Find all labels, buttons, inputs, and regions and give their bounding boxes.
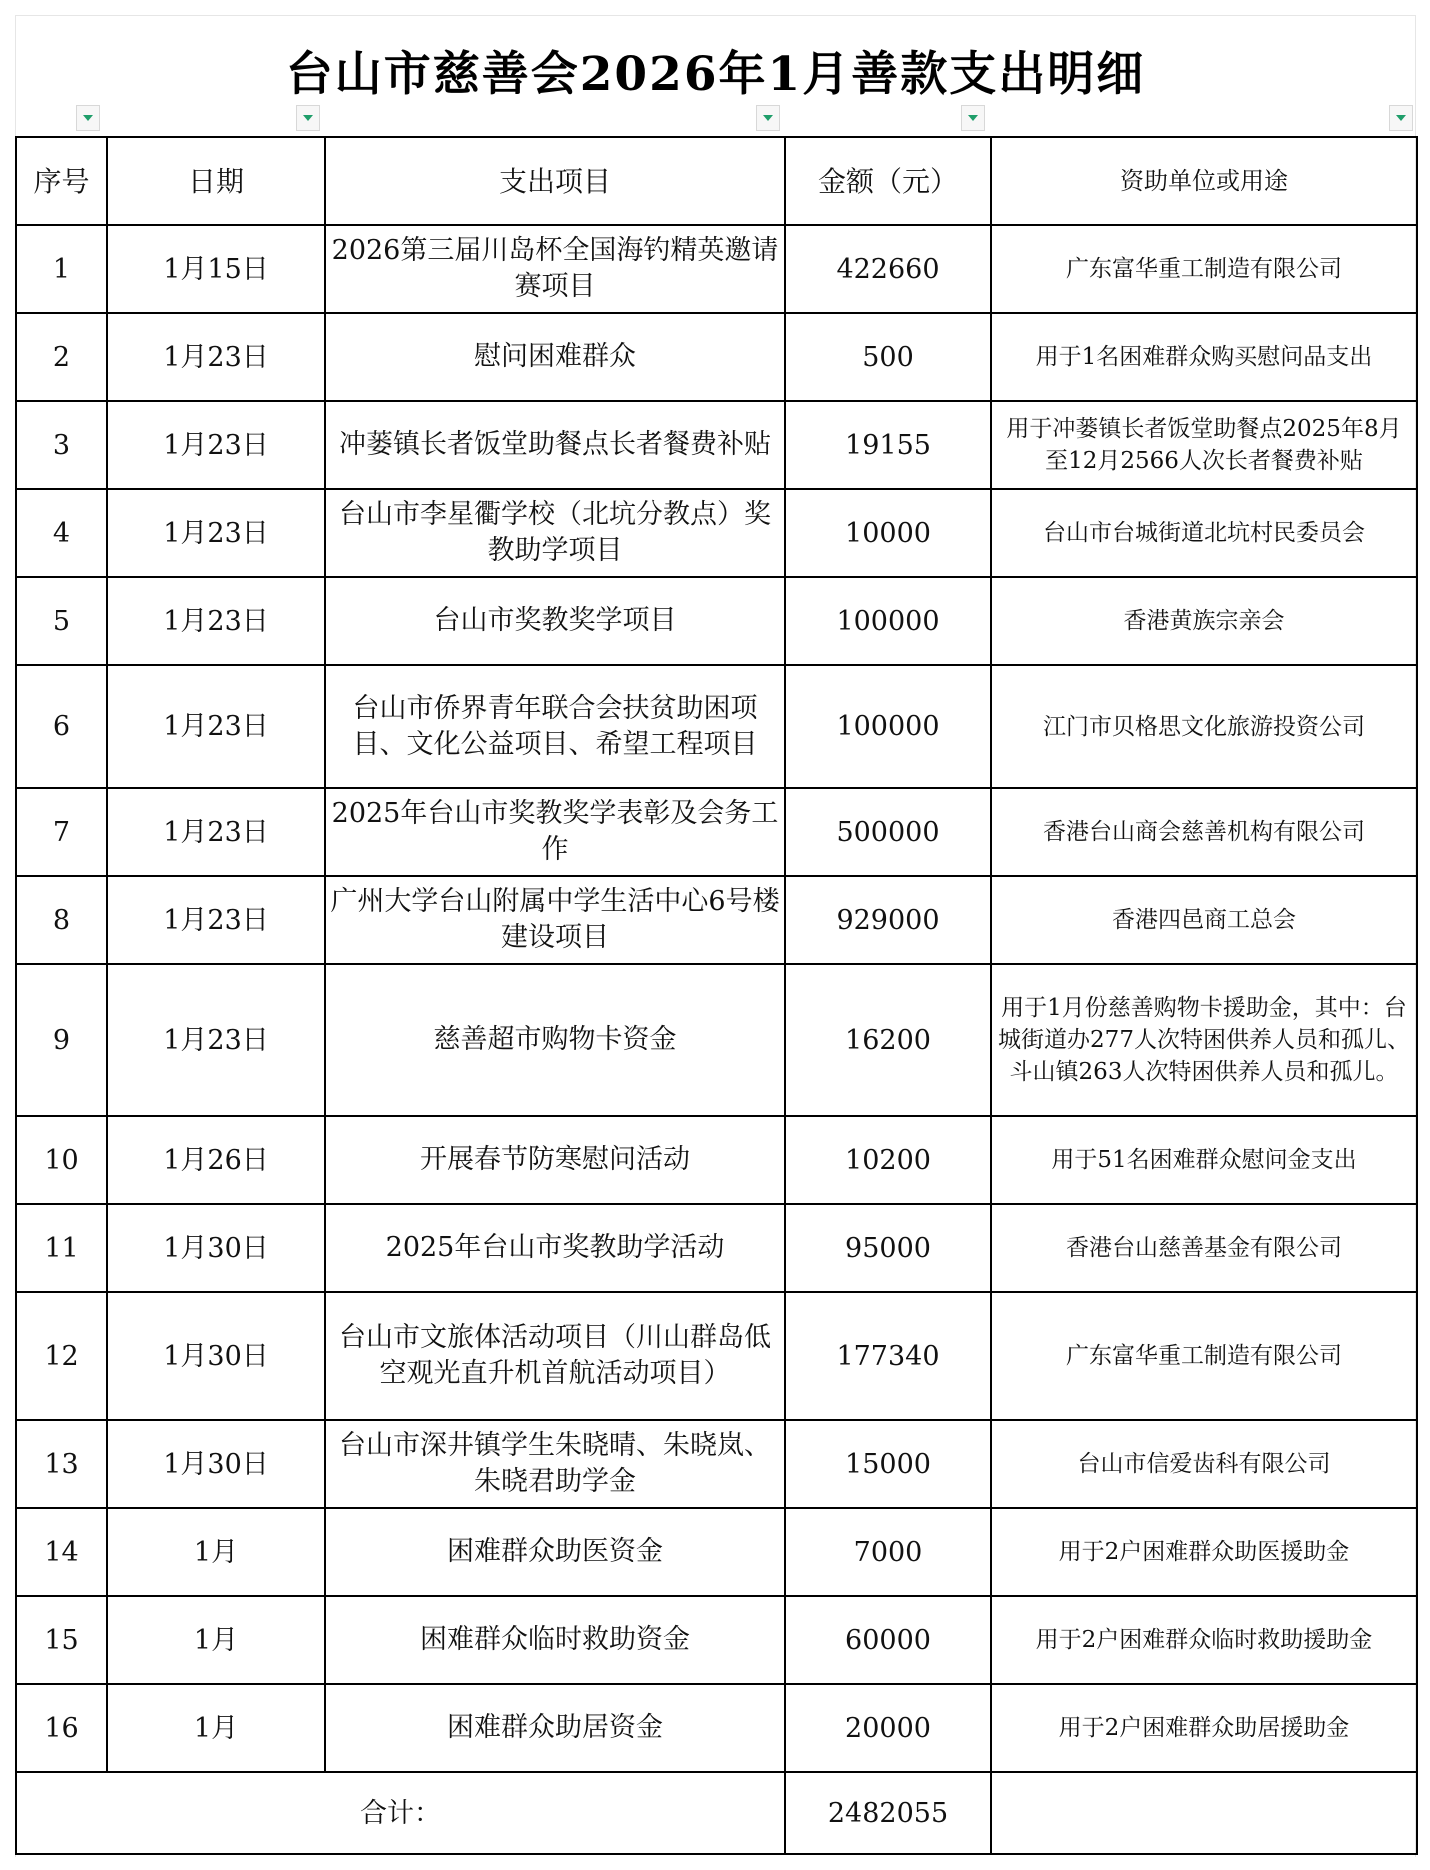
table-row <box>16 577 1417 665</box>
table-row <box>16 665 1417 788</box>
cell-amount[interactable]: 100000 <box>785 577 991 665</box>
table-row <box>16 1204 1417 1292</box>
cell-item[interactable]: 开展春节防寒慰问活动 <box>325 1116 785 1204</box>
cell-amount[interactable]: 20000 <box>785 1684 991 1772</box>
cell-purpose[interactable]: 台山市台城街道北坑村民委员会 <box>991 489 1417 577</box>
filter-button-purpose[interactable] <box>1389 105 1413 131</box>
cell-purpose[interactable]: 广东富华重工制造有限公司 <box>991 1292 1417 1420</box>
cell-date[interactable]: 1月 <box>107 1508 325 1596</box>
cell-item[interactable]: 2026第三届川岛杯全国海钓精英邀请赛项目 <box>325 225 785 313</box>
cell-amount[interactable]: 500 <box>785 313 991 401</box>
cell-item[interactable]: 台山市侨界青年联合会扶贫助困项目、文化公益项目、希望工程项目 <box>325 665 785 788</box>
cell-item[interactable]: 台山市李星衢学校（北坑分教点）奖教助学项目 <box>325 489 785 577</box>
cell-date[interactable]: 1月26日 <box>107 1116 325 1204</box>
filter-dropdown-icon <box>763 115 773 121</box>
cell-date[interactable]: 1月30日 <box>107 1204 325 1292</box>
cell-item[interactable]: 2025年台山市奖教助学活动 <box>325 1204 785 1292</box>
cell-no[interactable]: 13 <box>16 1420 107 1508</box>
cell-amount[interactable]: 422660 <box>785 225 991 313</box>
cell-amount[interactable]: 177340 <box>785 1292 991 1420</box>
cell-item[interactable]: 台山市奖教奖学项目 <box>325 577 785 665</box>
cell-date[interactable]: 1月23日 <box>107 313 325 401</box>
cell-no[interactable]: 2 <box>16 313 107 401</box>
cell-item[interactable]: 慈善超市购物卡资金 <box>325 964 785 1116</box>
cell-amount[interactable]: 19155 <box>785 401 991 489</box>
cell-purpose[interactable]: 用于51名困难群众慰问金支出 <box>991 1116 1417 1204</box>
cell-date[interactable]: 1月30日 <box>107 1292 325 1420</box>
cell-item[interactable]: 困难群众助医资金 <box>325 1508 785 1596</box>
cell-date[interactable]: 1月23日 <box>107 577 325 665</box>
cell-no[interactable]: 7 <box>16 788 107 876</box>
cell-no[interactable]: 1 <box>16 225 107 313</box>
filter-button-amount[interactable] <box>961 105 985 131</box>
cell-amount[interactable]: 10000 <box>785 489 991 577</box>
cell-date[interactable]: 1月23日 <box>107 489 325 577</box>
cell-item[interactable]: 广州大学台山附属中学生活中心6号楼建设项目 <box>325 876 785 964</box>
table-row <box>16 788 1417 876</box>
cell-item[interactable]: 困难群众临时救助资金 <box>325 1596 785 1684</box>
cell-date[interactable]: 1月23日 <box>107 788 325 876</box>
table-row <box>16 1508 1417 1596</box>
cell-purpose[interactable]: 用于2户困难群众临时救助援助金 <box>991 1596 1417 1684</box>
filter-dropdown-icon <box>1396 115 1406 121</box>
table-header-row <box>16 137 1417 225</box>
cell-no[interactable]: 10 <box>16 1116 107 1204</box>
cell-no[interactable]: 6 <box>16 665 107 788</box>
cell-no[interactable]: 16 <box>16 1684 107 1772</box>
filter-button-no[interactable] <box>76 105 100 131</box>
table-row <box>16 876 1417 964</box>
cell-item[interactable]: 2025年台山市奖教奖学表彰及会务工作 <box>325 788 785 876</box>
filter-dropdown-icon <box>83 115 93 121</box>
total-purpose[interactable] <box>991 1772 1417 1854</box>
cell-no[interactable]: 9 <box>16 964 107 1116</box>
cell-date[interactable]: 1月15日 <box>107 225 325 313</box>
filter-button-item[interactable] <box>756 105 780 131</box>
filter-button-date[interactable] <box>296 105 320 131</box>
cell-amount[interactable]: 95000 <box>785 1204 991 1292</box>
cell-purpose[interactable]: 香港台山商会慈善机构有限公司 <box>991 788 1417 876</box>
cell-purpose[interactable]: 香港四邑商工总会 <box>991 876 1417 964</box>
cell-purpose[interactable]: 用于冲蒌镇长者饭堂助餐点2025年8月至12月2566人次长者餐费补贴 <box>991 401 1417 489</box>
cell-date[interactable]: 1月 <box>107 1684 325 1772</box>
header-no[interactable]: 序号 <box>16 137 107 225</box>
cell-amount[interactable]: 16200 <box>785 964 991 1116</box>
cell-purpose[interactable]: 江门市贝格思文化旅游投资公司 <box>991 665 1417 788</box>
cell-date[interactable]: 1月23日 <box>107 964 325 1116</box>
cell-amount[interactable]: 100000 <box>785 665 991 788</box>
cell-purpose[interactable]: 广东富华重工制造有限公司 <box>991 225 1417 313</box>
header-date[interactable]: 日期 <box>107 137 325 225</box>
cell-item[interactable]: 台山市文旅体活动项目（川山群岛低空观光直升机首航活动项目） <box>325 1292 785 1420</box>
cell-amount[interactable]: 15000 <box>785 1420 991 1508</box>
table-row <box>16 1292 1417 1420</box>
cell-item[interactable]: 台山市深井镇学生朱晓晴、朱晓岚、朱晓君助学金 <box>325 1420 785 1508</box>
table-row <box>16 1596 1417 1684</box>
total-row <box>16 1772 1417 1854</box>
filter-dropdown-icon <box>968 115 978 121</box>
table-row <box>16 401 1417 489</box>
header-item[interactable]: 支出项目 <box>325 137 785 225</box>
cell-no[interactable]: 14 <box>16 1508 107 1596</box>
cell-purpose[interactable]: 香港黄族宗亲会 <box>991 577 1417 665</box>
table-row <box>16 1420 1417 1508</box>
table-row <box>16 489 1417 577</box>
table-row <box>16 964 1417 1116</box>
cell-no[interactable]: 3 <box>16 401 107 489</box>
table-row <box>16 225 1417 313</box>
expenditure-table <box>15 136 1418 1855</box>
cell-amount[interactable]: 500000 <box>785 788 991 876</box>
cell-amount[interactable]: 60000 <box>785 1596 991 1684</box>
cell-purpose[interactable]: 香港台山慈善基金有限公司 <box>991 1204 1417 1292</box>
cell-no[interactable]: 5 <box>16 577 107 665</box>
cell-purpose[interactable]: 台山市信爱齿科有限公司 <box>991 1420 1417 1508</box>
total-label[interactable]: 合计： <box>16 1772 785 1854</box>
cell-no[interactable]: 15 <box>16 1596 107 1684</box>
table-row <box>16 313 1417 401</box>
cell-no[interactable]: 12 <box>16 1292 107 1420</box>
cell-date[interactable]: 1月23日 <box>107 665 325 788</box>
cell-no[interactable]: 8 <box>16 876 107 964</box>
cell-no[interactable]: 11 <box>16 1204 107 1292</box>
filter-dropdown-icon <box>303 115 313 121</box>
cell-purpose[interactable]: 用于2户困难群众助居援助金 <box>991 1684 1417 1772</box>
header-purpose[interactable]: 资助单位或用途 <box>991 137 1417 225</box>
cell-item[interactable]: 困难群众助居资金 <box>325 1684 785 1772</box>
cell-date[interactable]: 1月23日 <box>107 876 325 964</box>
cell-purpose[interactable]: 用于1名困难群众购买慰问品支出 <box>991 313 1417 401</box>
cell-purpose[interactable]: 用于2户困难群众助医援助金 <box>991 1508 1417 1596</box>
cell-amount[interactable]: 7000 <box>785 1508 991 1596</box>
table-row <box>16 1684 1417 1772</box>
cell-item[interactable]: 冲蒌镇长者饭堂助餐点长者餐费补贴 <box>325 401 785 489</box>
header-amount[interactable]: 金额（元） <box>785 137 991 225</box>
cell-date[interactable]: 1月30日 <box>107 1420 325 1508</box>
table-row <box>16 1116 1417 1204</box>
total-amount[interactable]: 2482055 <box>785 1772 991 1854</box>
cell-purpose[interactable]: 用于1月份慈善购物卡援助金，其中：台城街道办277人次特困供养人员和孤儿、斗山镇263人次特困供养人员和孤儿。 <box>991 964 1417 1116</box>
cell-amount[interactable]: 10200 <box>785 1116 991 1204</box>
cell-amount[interactable]: 929000 <box>785 876 991 964</box>
cell-item[interactable]: 慰问困难群众 <box>325 313 785 401</box>
cell-date[interactable]: 1月 <box>107 1596 325 1684</box>
page-title: 台山市慈善会2026年1月善款支出明细 <box>285 47 1146 102</box>
cell-date[interactable]: 1月23日 <box>107 401 325 489</box>
cell-no[interactable]: 4 <box>16 489 107 577</box>
